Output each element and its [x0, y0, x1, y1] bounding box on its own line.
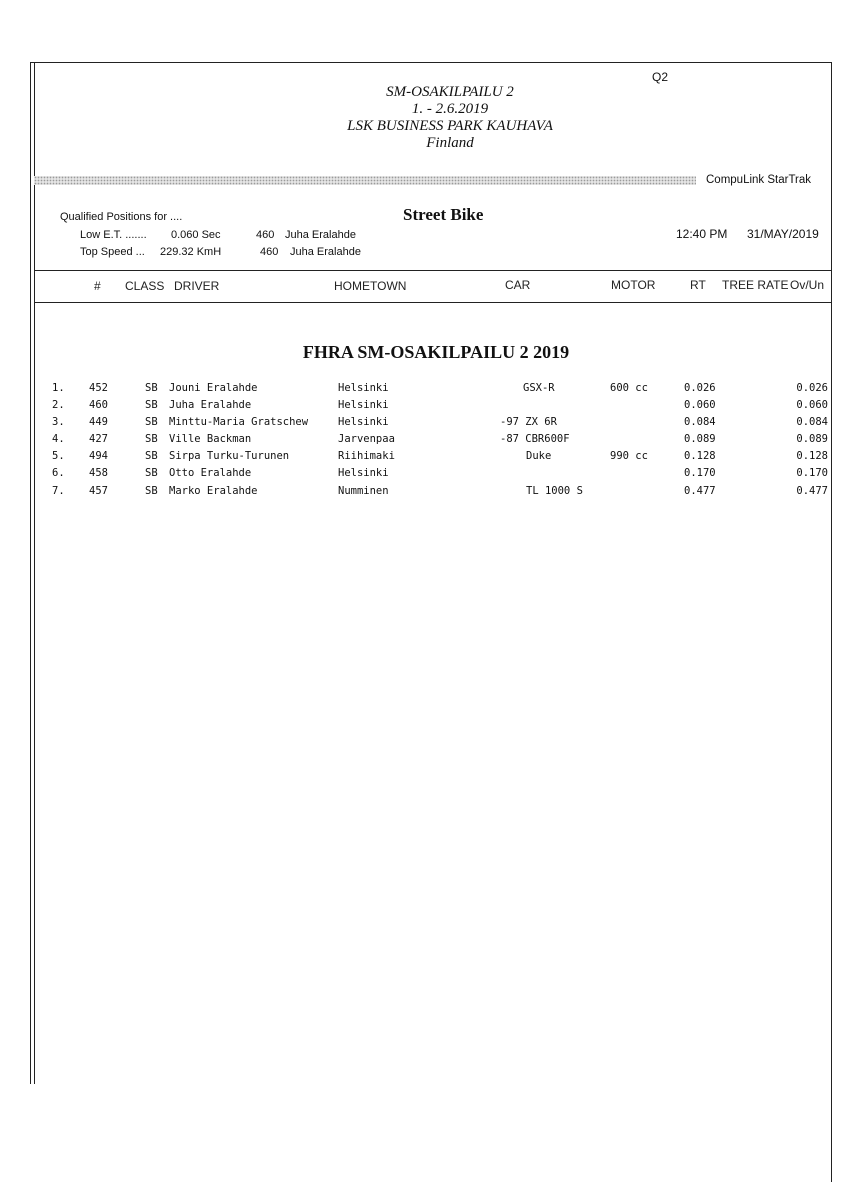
- row-driver: Marko Eralahde: [169, 485, 258, 497]
- row-class: SB: [145, 399, 158, 411]
- top-speed-value: 229.32 KmH: [160, 246, 222, 258]
- top-speed-label: Top Speed ...: [80, 246, 145, 258]
- row-rt: 0.128: [684, 450, 716, 462]
- row-ov-un: 0.128: [796, 450, 828, 462]
- row-position: 5.: [52, 450, 65, 462]
- row-ov-un: 0.060: [796, 399, 828, 411]
- row-car: -97 ZX 6R: [500, 416, 557, 428]
- low-et-number: 460: [256, 229, 275, 241]
- row-car: TL 1000 S: [526, 485, 583, 497]
- col-num: #: [94, 279, 101, 293]
- row-class: SB: [145, 433, 158, 445]
- row-rt: 0.060: [684, 399, 716, 411]
- row-car: Duke: [526, 450, 552, 462]
- event-dates: 1. - 2.6.2019: [411, 101, 489, 117]
- col-car: CAR: [505, 278, 531, 292]
- row-hometown: Jarvenpaa: [338, 433, 395, 445]
- row-driver: Minttu-Maria Gratschew: [169, 416, 309, 428]
- row-rt: 0.477: [684, 485, 716, 497]
- row-ov-un: 0.477: [796, 485, 828, 497]
- row-number: 460: [89, 399, 108, 411]
- dotted-band: [34, 176, 696, 185]
- row-hometown: Helsinki: [338, 416, 389, 428]
- row-position: 4.: [52, 433, 65, 445]
- row-number: 427: [89, 433, 108, 445]
- row-number: 494: [89, 450, 108, 462]
- report-date: 31/MAY/2019: [747, 227, 819, 241]
- col-driver: DRIVER: [174, 279, 220, 293]
- row-number: 457: [89, 485, 108, 497]
- row-car: GSX-R: [523, 382, 555, 394]
- row-number: 449: [89, 416, 108, 428]
- row-motor: 600 cc: [610, 382, 648, 394]
- row-hometown: Riihimaki: [338, 450, 395, 462]
- row-position: 7.: [52, 485, 65, 497]
- event-country: Finland: [426, 135, 474, 151]
- row-car: -87 CBR600F: [500, 433, 570, 445]
- row-rt: 0.026: [684, 382, 716, 394]
- row-class: SB: [145, 416, 158, 428]
- row-driver: Ville Backman: [169, 433, 252, 445]
- row-position: 6.: [52, 467, 65, 479]
- row-hometown: Helsinki: [338, 399, 389, 411]
- row-class: SB: [145, 467, 158, 479]
- row-class: SB: [145, 450, 158, 462]
- top-border: [30, 62, 832, 63]
- row-position: 1.: [52, 382, 65, 394]
- row-number: 458: [89, 467, 108, 479]
- row-driver: Sirpa Turku-Turunen: [169, 450, 290, 462]
- row-ov-un: 0.026: [796, 382, 828, 394]
- low-et-value: 0.060 Sec: [171, 229, 221, 241]
- top-speed-driver: Juha Eralahde: [290, 246, 361, 258]
- top-speed-number: 460: [260, 246, 279, 258]
- row-position: 3.: [52, 416, 65, 428]
- right-border: [831, 62, 832, 1182]
- row-driver: Jouni Eralahde: [169, 382, 258, 394]
- event-venue: LSK BUSINESS PARK KAUHAVA: [347, 118, 553, 134]
- row-class: SB: [145, 485, 158, 497]
- row-hometown: Helsinki: [338, 467, 389, 479]
- row-rt: 0.084: [684, 416, 716, 428]
- results-title: FHRA SM-OSAKILPAILU 2 2019: [302, 342, 570, 362]
- row-hometown: Helsinki: [338, 382, 389, 394]
- row-class: SB: [145, 382, 158, 394]
- col-hometown: HOMETOWN: [334, 279, 407, 293]
- col-rt: RT: [690, 278, 706, 292]
- row-rt: 0.170: [684, 467, 716, 479]
- row-position: 2.: [52, 399, 65, 411]
- left-border: [30, 62, 31, 1084]
- low-et-label: Low E.T. .......: [80, 229, 147, 241]
- report-time: 12:40 PM: [676, 227, 728, 241]
- left-border-inner: [34, 62, 35, 1084]
- header-rule-top: [34, 270, 832, 271]
- header-rule-bottom: [34, 302, 832, 303]
- event-title: SM-OSAKILPAILU 2: [386, 84, 514, 100]
- row-number: 452: [89, 382, 108, 394]
- page-code: Q2: [652, 70, 669, 84]
- low-et-driver: Juha Eralahde: [285, 229, 356, 241]
- row-ov-un: 0.089: [796, 433, 828, 445]
- qualified-heading: Qualified Positions for ....: [60, 211, 183, 223]
- row-driver: Otto Eralahde: [169, 467, 252, 479]
- system-name: CompuLink StarTrak: [706, 174, 812, 186]
- col-class: CLASS: [125, 279, 165, 293]
- col-motor: MOTOR: [611, 278, 656, 292]
- col-ov-un: Ov/Un: [790, 278, 825, 292]
- class-title: Street Bike: [403, 205, 484, 224]
- row-driver: Juha Eralahde: [169, 399, 252, 411]
- row-rt: 0.089: [684, 433, 716, 445]
- col-tree-rate: TREE RATE: [722, 278, 789, 292]
- row-ov-un: 0.084: [796, 416, 828, 428]
- row-motor: 990 cc: [610, 450, 648, 462]
- row-ov-un: 0.170: [796, 467, 828, 479]
- row-hometown: Numminen: [338, 485, 389, 497]
